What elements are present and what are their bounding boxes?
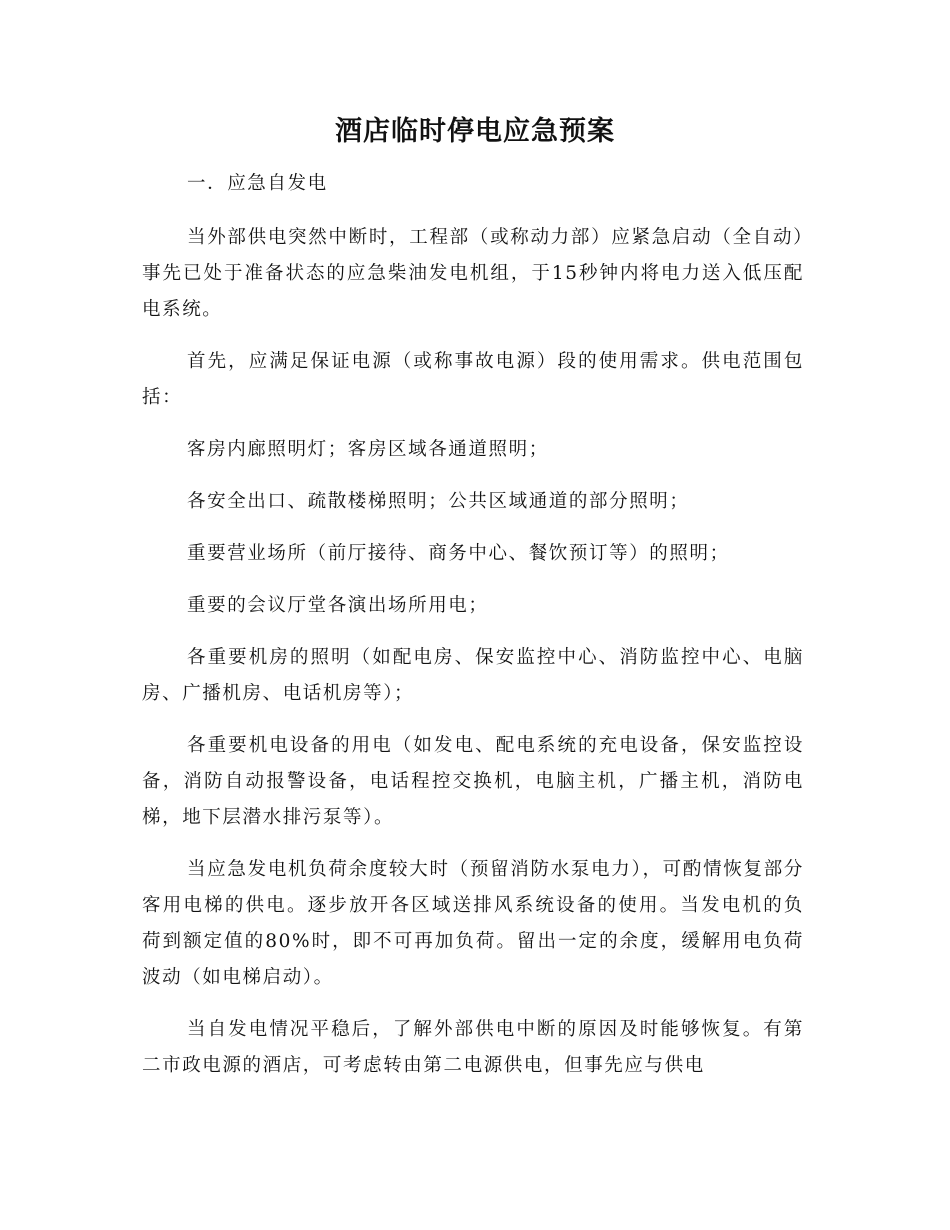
paragraph: 各重要机电设备的用电（如发电、配电系统的充电设备，保安监控设备，消防自动报警设备，电话程控交换机，电脑主机，广播主机，消防电梯，地下层潜水排污泵等）。: [142, 735, 804, 828]
paragraph: 首先，应满足保证电源（或称事故电源）段的使用需求。供电范围包括：: [142, 351, 804, 408]
paragraph: 当外部供电突然中断时，工程部（或称动力部）应紧急启动（全自动）事先已处于准备状态的应急柴油发电机组，于15秒钟内将电力送入低压配电系统。: [142, 227, 804, 320]
paragraph: 各安全出口、疏散楼梯照明；公共区域通道的部分照明；: [187, 491, 690, 512]
section-heading: 一．应急自发电: [187, 173, 328, 194]
document-body: [142, 166, 804, 1100]
paragraph: 各重要机房的照明（如配电房、保安监控中心、消防监控中心、电脑房、广播机房、电话机房等）；: [142, 647, 804, 704]
document-title: 酒店临时停电应急预案: [335, 116, 615, 147]
paragraph: 当应急发电机负荷余度较大时（预留消防水泵电力），可酌情恢复部分客用电梯的供电。逐步放开各区域送排风系统设备的使用。当发电机的负荷到额定值的80%时，即不可再加负荷。留出一定的余度，缓解用电负荷波动（如电梯启动）。: [142, 859, 804, 988]
paragraph: 当自发电情况平稳后，了解外部供电中断的原因及时能够恢复。有第二市政电源的酒店，可考虑转由第二电源供电，但事先应与供电: [142, 1019, 804, 1076]
paragraph: 客房内廊照明灯；客房区域各通道照明；: [187, 439, 549, 460]
paragraph: 重要营业场所（前厅接待、商务中心、餐饮预订等）的照明；: [187, 543, 730, 564]
paragraph: 重要的会议厅堂各演出场所用电；: [187, 595, 489, 616]
